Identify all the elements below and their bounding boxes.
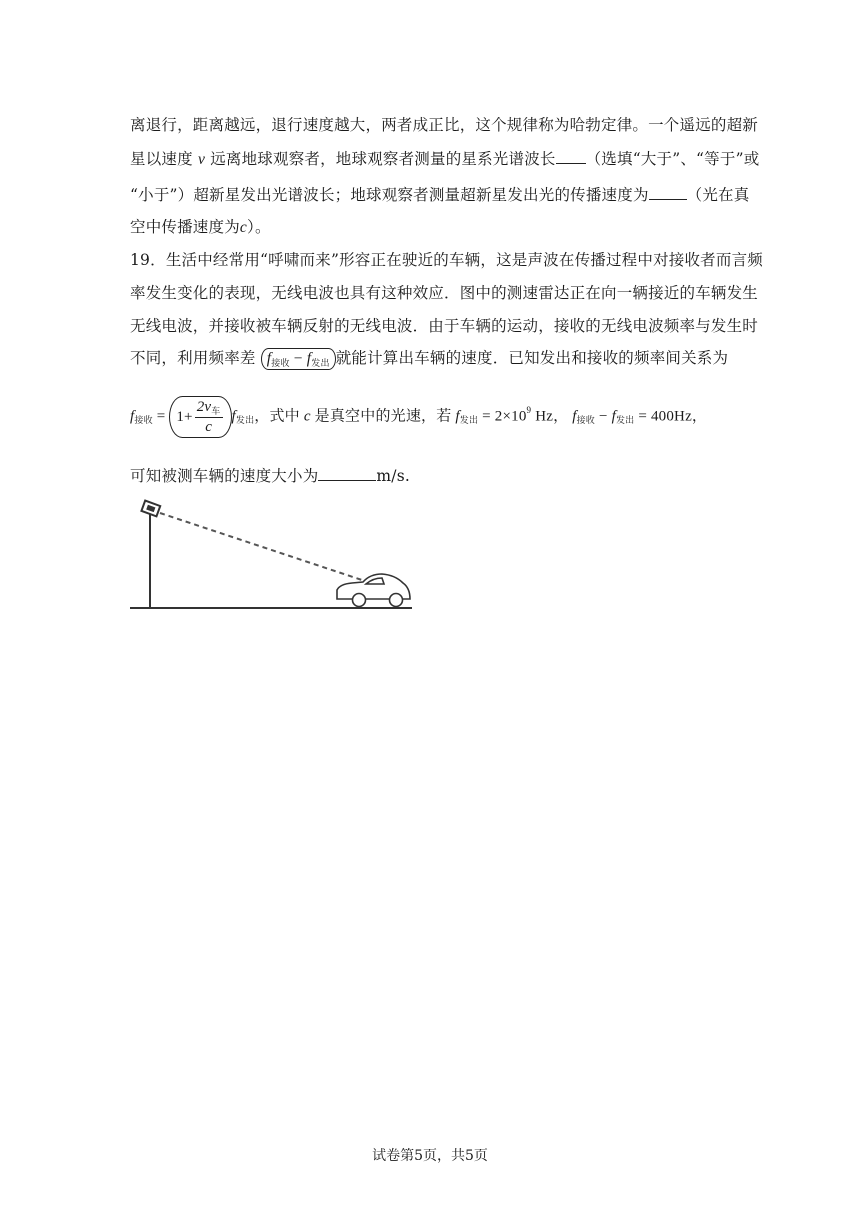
car-icon xyxy=(337,574,410,607)
q19-line-1 xyxy=(130,248,763,270)
diff-f-emit: f xyxy=(611,408,616,425)
q19-text-6b: m/s. xyxy=(376,467,411,485)
formula-text-b: 是真空中的光速，若 xyxy=(314,406,452,425)
sub-emit: 发出 xyxy=(311,358,330,368)
answer-blank-3[interactable] xyxy=(318,466,376,481)
diff-sub-emit: 发出 xyxy=(615,415,635,426)
fraction-numerator xyxy=(195,398,223,418)
radar-speed-figure xyxy=(130,495,420,620)
q19-line-4 xyxy=(130,346,728,370)
q18-text-2c: （选填“大于”、“等于”或 xyxy=(585,150,760,168)
q19-text-3: 无线电波，并接收被车辆反射的无线电波．由于车辆的运动，接收的无线电波频率与发生时 xyxy=(130,317,759,335)
formula-f-receive: f xyxy=(130,408,135,425)
diff-f-receive: f xyxy=(572,408,577,425)
q18-line-1 xyxy=(130,113,758,135)
diff-value: = 400Hz， xyxy=(638,408,708,425)
q19-text-4a: 不同，利用频率差 xyxy=(130,349,256,367)
q18-text-4b: ）。 xyxy=(247,218,271,236)
q18-line-3 xyxy=(130,183,749,205)
emit-value: = 2×10 xyxy=(482,408,527,425)
radar-device-icon xyxy=(141,501,160,517)
sub-receive: 接收 xyxy=(271,358,290,368)
radar-beam xyxy=(160,513,362,580)
formula-equals: = xyxy=(156,408,166,425)
emit-unit: Hz， xyxy=(535,408,569,425)
f-receive: f xyxy=(266,350,272,367)
diff-minus: − xyxy=(598,408,608,425)
page-footer: 试卷第5页，共5页 xyxy=(372,1148,488,1164)
formula-c: c xyxy=(303,408,311,425)
given-sub-emit: 发出 xyxy=(459,415,479,426)
q18-text-2b: 远离地球观察者，地球观察者测量的星系光谱波长 xyxy=(210,150,556,168)
q19-line-3 xyxy=(130,314,758,336)
f-emit: f xyxy=(306,350,312,367)
q19-text-1: 19．生活中经常用“呼啸而来”形容正在驶近的车辆，这是声波在传播过程中对接收者而言频 xyxy=(130,251,763,269)
q18-text-1: 离退行，距离越远，退行速度越大，两者成正比，这个规律称为哈勃定律。一个遥远的超新 xyxy=(130,116,759,134)
emit-exponent: 9 xyxy=(526,405,532,416)
q19-line-6 xyxy=(130,464,410,486)
q18-text-2a: 星以速度 xyxy=(130,150,193,168)
sub-car: 车 xyxy=(211,406,221,416)
diff-sub-receive: 接收 xyxy=(576,415,596,426)
formula-text-a: ，式中 xyxy=(254,406,300,425)
q19-text-2: 率发生变化的表现，无线电波也具有这种效应．图中的测速雷达正在向一辆接近的车辆发生 xyxy=(130,284,759,302)
answer-blank-2[interactable] xyxy=(649,185,687,200)
q18-line-2 xyxy=(130,147,759,169)
formula-one-plus: 1+ xyxy=(176,408,193,425)
q19-line-2 xyxy=(130,281,758,303)
q18-text-3b: （光在真 xyxy=(686,186,750,204)
velocity-symbol: v xyxy=(197,151,206,168)
formula-f-emit: f xyxy=(231,408,236,425)
formula-fraction xyxy=(195,398,223,436)
answer-blank-1[interactable] xyxy=(556,149,586,164)
formula-parenthesis xyxy=(169,396,231,438)
light-speed-symbol: c xyxy=(239,219,247,236)
q19-text-4b: 就能计算出车辆的速度．已知发出和接收的频率间关系为 xyxy=(335,349,729,367)
doppler-formula-line xyxy=(130,396,707,438)
given-f-emit: f xyxy=(455,408,460,425)
frequency-difference xyxy=(261,348,336,370)
two-v: 2v xyxy=(196,399,212,415)
formula-sub-receive: 接收 xyxy=(134,415,153,426)
q18-line-4 xyxy=(130,215,271,237)
formula-sub-emit: 发出 xyxy=(235,415,255,426)
q18-text-3a: “小于”）超新星发出光谱波长；地球观察者测量超新星发出光的传播速度为 xyxy=(130,186,649,204)
fraction-denominator: c xyxy=(205,419,213,435)
minus-sign: − xyxy=(293,350,303,367)
q19-text-6a: 可知被测车辆的速度大小为 xyxy=(130,467,319,485)
q18-text-4a: 空中传播速度为 xyxy=(130,218,240,236)
